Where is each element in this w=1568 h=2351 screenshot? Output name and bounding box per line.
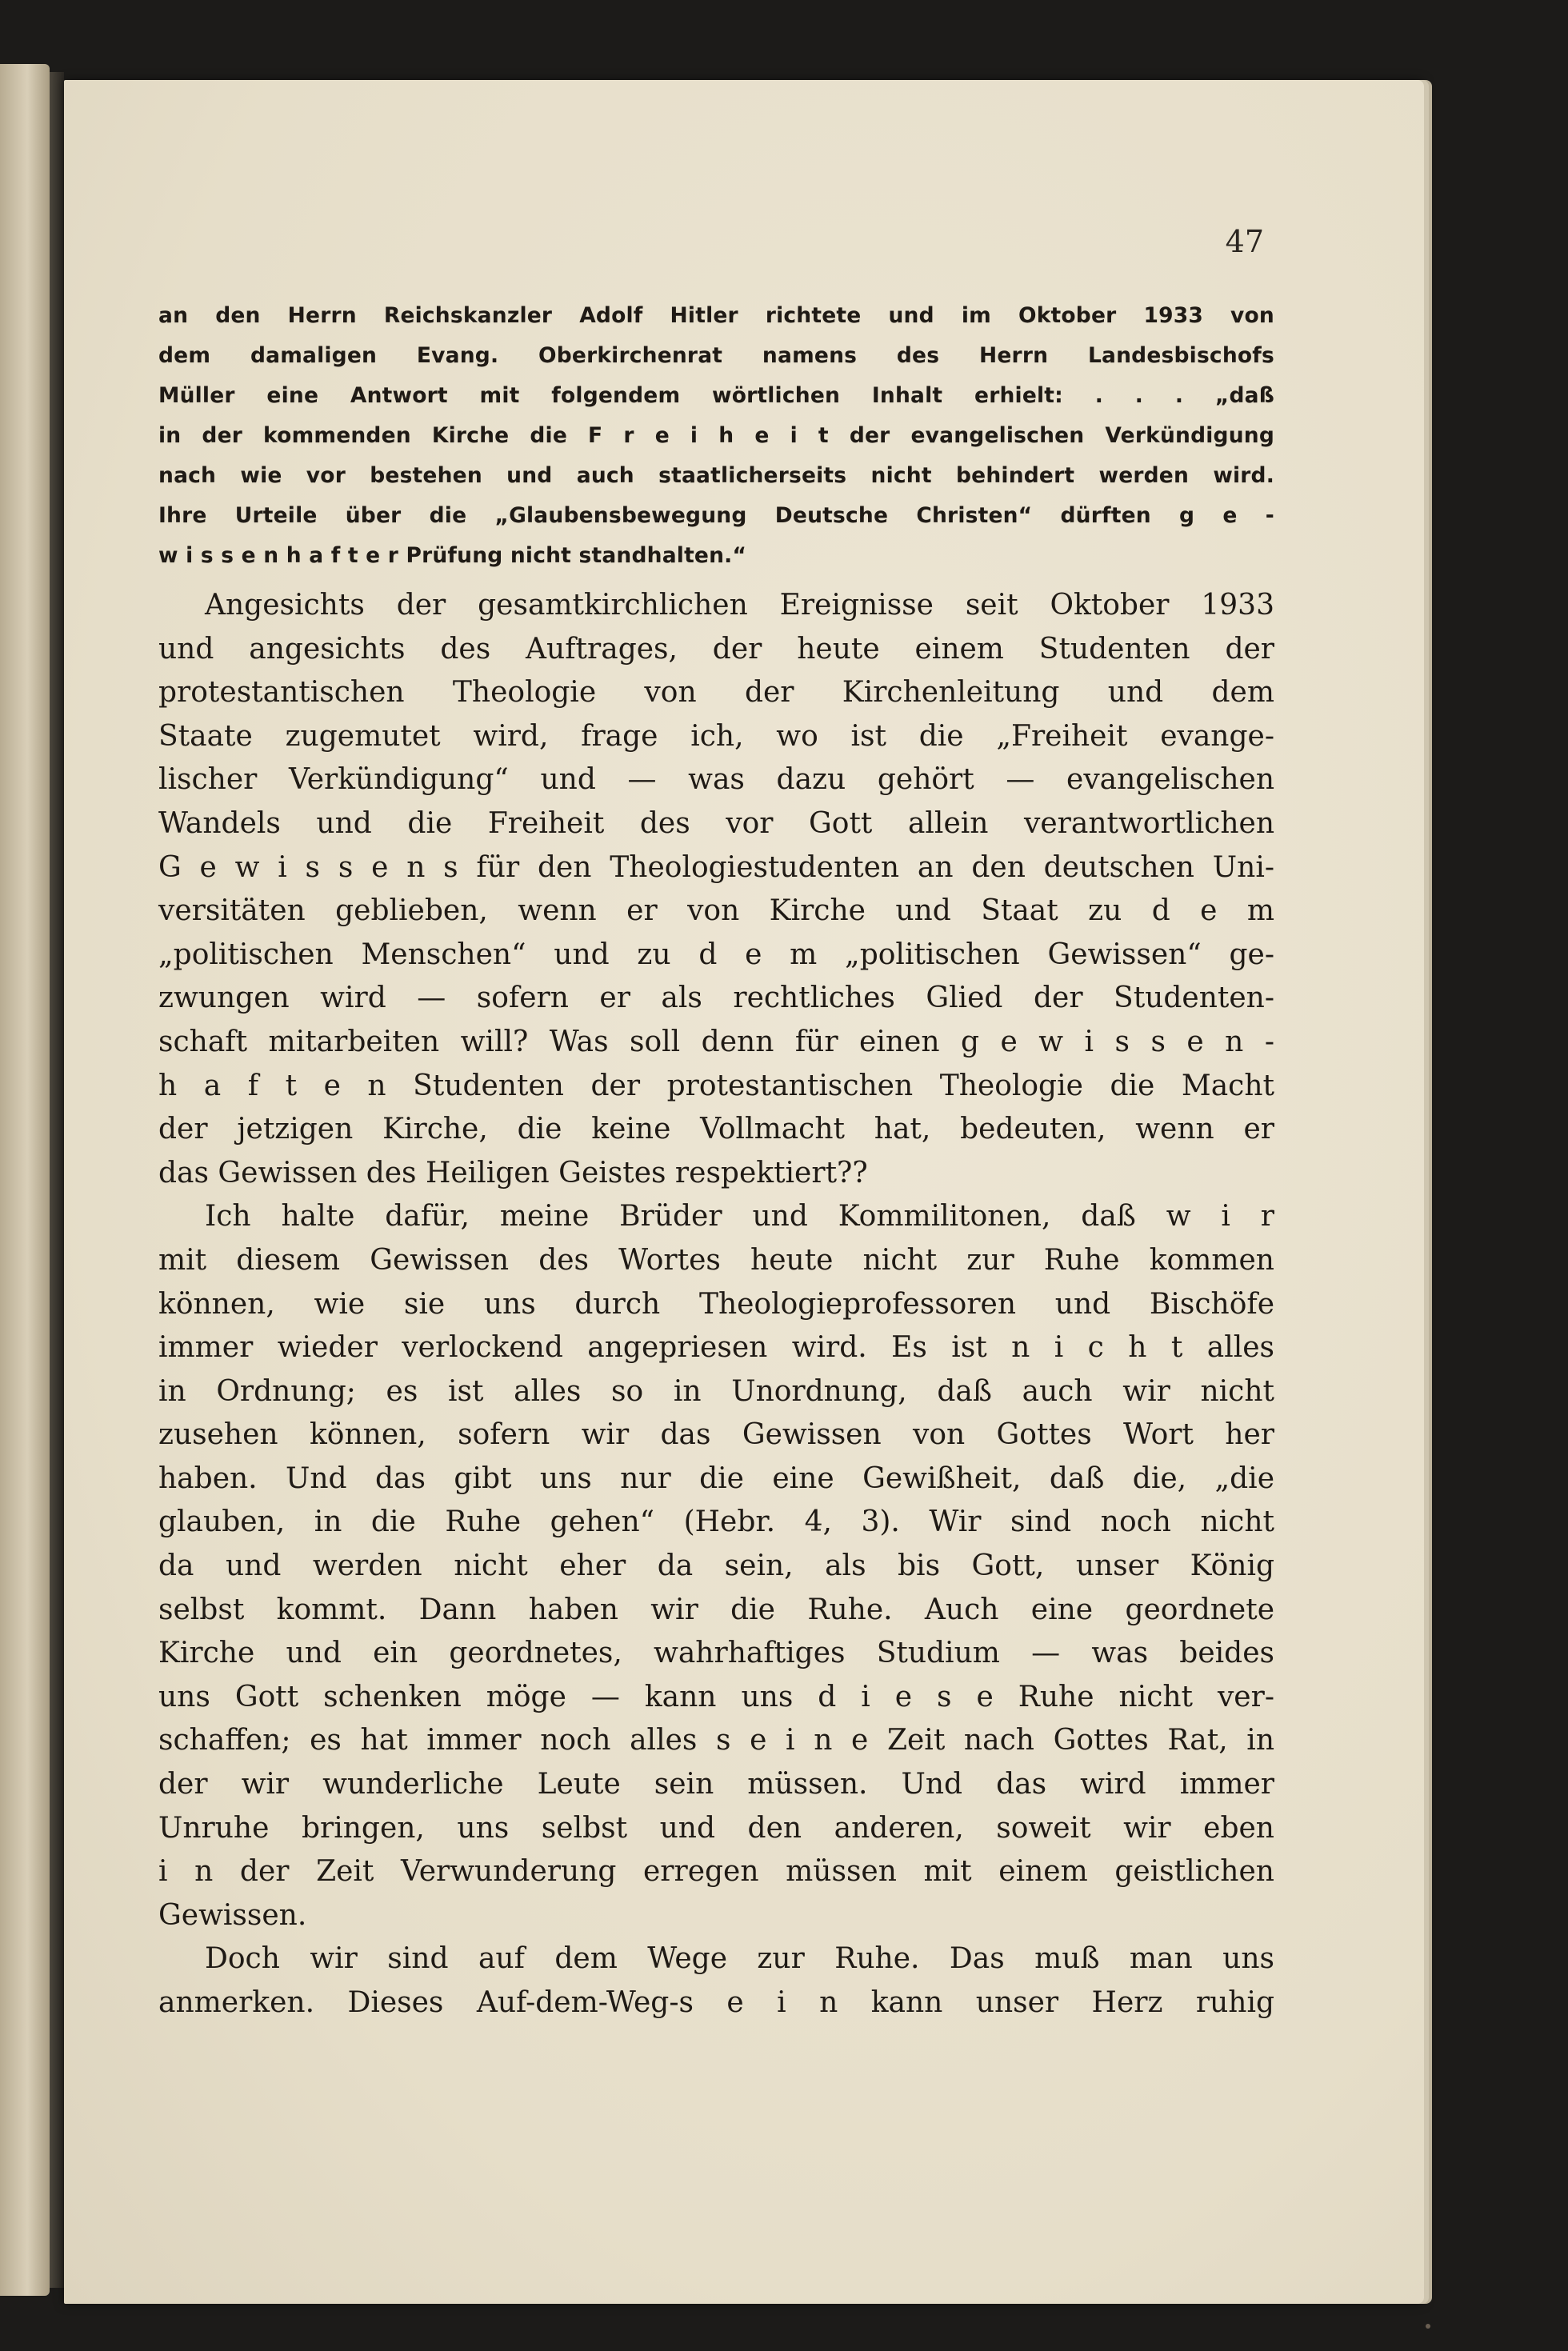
text-line: können, wie sie uns durch Theologieprofessoren und Bischöfe (158, 1287, 1274, 1321)
text-line: glauben, in die Ruhe gehen“ (Hebr. 4, 3). Wir sind noch nicht (158, 1505, 1274, 1539)
text-line: schaffen; es hat immer noch alles s e i n e Zeit nach Gottes Rat, in (158, 1724, 1274, 1757)
quoted-passage (158, 296, 1274, 576)
page-speck (1426, 2324, 1430, 2329)
text-line: Gewissen. (158, 1898, 307, 1932)
quote-line: Müller eine Antwort mit folgendem wörtlichen Inhalt erhielt: . . . „daß (158, 383, 1274, 408)
body-text (158, 584, 1274, 2025)
paragraph (158, 1937, 1274, 2025)
text-line: der wir wunderliche Leute sein müssen. Und das wird immer (158, 1768, 1274, 1801)
quote-line: an den Herrn Reichskanzler Adolf Hitler richtete und im Oktober 1933 von (158, 303, 1274, 328)
text-line: da und werden nicht eher da sein, als bis Gott, unser König (158, 1549, 1274, 1583)
quote-line: Ihre Urteile über die „Glaubensbewegung Deutsche Christen“ dürften g e - (158, 503, 1274, 528)
paragraph (158, 1195, 1274, 1937)
text-line: G e w i s s e n s für den Theologiestudenten an den deutschen Uni- (158, 850, 1274, 884)
text-line: uns Gott schenken möge — kann uns d i e s e Ruhe nicht ver- (158, 1680, 1274, 1713)
text-line: das Gewissen des Heiligen Geistes respektiert?? (158, 1156, 868, 1189)
text-line: der jetzigen Kirche, die keine Vollmacht hat, bedeuten, wenn er (158, 1113, 1274, 1146)
text-line: lischer Verkündigung“ und — was dazu gehört — evangelischen (158, 763, 1274, 797)
text-line: Staate zugemutet wird, frage ich, wo ist die „Freiheit evange- (158, 719, 1274, 753)
text-line: haben. Und das gibt uns nur die eine Gewißheit, daß die, „die (158, 1461, 1274, 1495)
quote-line: in der kommenden Kirche die F r e i h e i t der evangelischen Verkündigung (158, 423, 1274, 448)
page-number: 47 (1225, 224, 1264, 259)
page-text (158, 296, 1274, 2025)
text-line: immer wieder verlockend angepriesen wird. Es ist n i c h t alles (158, 1331, 1274, 1365)
text-line: selbst kommt. Dann haben wir die Ruhe. Auch eine geordnete (158, 1593, 1274, 1626)
text-line: Doch wir sind auf dem Wege zur Ruhe. Das muß man uns (205, 1942, 1274, 1976)
paragraph (158, 584, 1274, 1195)
book-gutter (50, 72, 64, 2288)
text-line: in Ordnung; es ist alles so in Unordnung, daß auch wir nicht (158, 1374, 1274, 1408)
text-line: und angesichts des Auftrages, der heute einem Studenten der (158, 632, 1274, 666)
text-line: Wandels und die Freiheit des vor Gott allein verantwortlichen (158, 806, 1274, 840)
text-line: Angesichts der gesamtkirchlichen Ereignisse seit Oktober 1933 (205, 589, 1274, 622)
left-page-edge (0, 64, 50, 2296)
quote-line: w i s s e n h a f t e r Prüfung nicht standhalten.“ (158, 543, 747, 568)
text-line: zwungen wird — sofern er als rechtliches Glied der Studenten- (158, 982, 1274, 1015)
text-line: versitäten geblieben, wenn er von Kirche und Staat zu d e m (158, 894, 1274, 928)
book-page (64, 80, 1424, 2304)
quote-line: nach wie vor bestehen und auch staatlicherseits nicht behindert werden wird. (158, 463, 1274, 488)
text-line: mit diesem Gewissen des Wortes heute nicht zur Ruhe kommen (158, 1243, 1274, 1277)
text-line: anmerken. Dieses Auf-dem-Weg-s e i n kann unser Herz ruhig (158, 1986, 1274, 2019)
text-line: h a f t e n Studenten der protestantischen Theologie die Macht (158, 1069, 1274, 1102)
text-line: zusehen können, sofern wir das Gewissen von Gottes Wort her (158, 1418, 1274, 1452)
text-line: „politischen Menschen“ und zu d e m „politischen Gewissen“ ge- (158, 938, 1274, 971)
text-line: Ich halte dafür, meine Brüder und Kommilitonen, daß w i r (205, 1200, 1274, 1233)
text-line: schaft mitarbeiten will? Was soll denn für einen g e w i s s e n - (158, 1025, 1274, 1058)
text-line: protestantischen Theologie von der Kirchenleitung und dem (158, 676, 1274, 710)
text-line: Unruhe bringen, uns selbst und den anderen, soweit wir eben (158, 1811, 1274, 1845)
text-line: Kirche und ein geordnetes, wahrhaftiges Studium — was beides (158, 1637, 1274, 1670)
quote-line: dem damaligen Evang. Oberkirchenrat namens des Herrn Landesbischofs (158, 343, 1274, 368)
text-line: i n der Zeit Verwunderung erregen müssen mit einem geistlichen (158, 1855, 1274, 1889)
